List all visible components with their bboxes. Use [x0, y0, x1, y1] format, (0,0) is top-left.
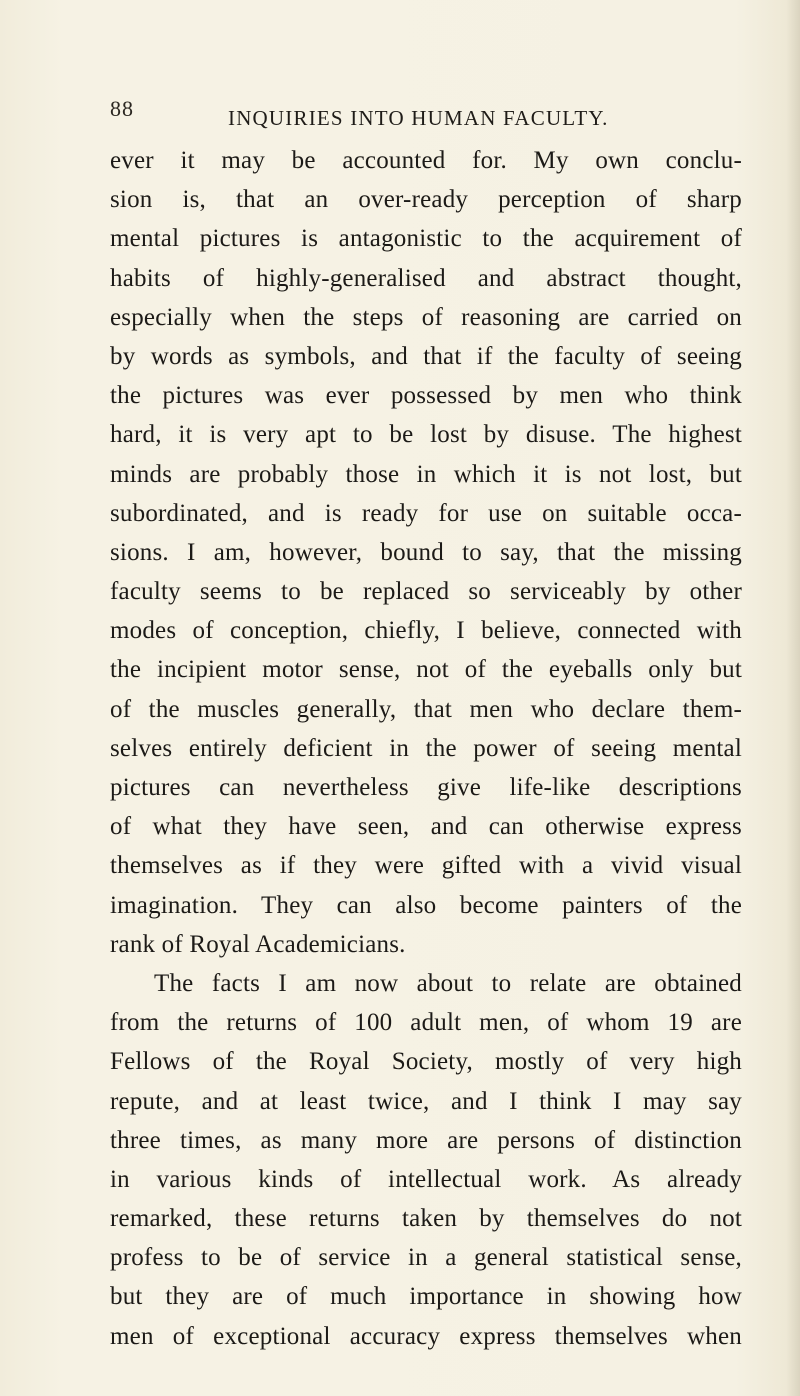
text-line: subordinated, and is ready for use on suitable occa- [110, 499, 742, 527]
text-line: themselves as if they were gifted with a vivid visual [110, 852, 742, 880]
text-line: imagination. They can also become painters of the [110, 891, 742, 919]
text-line: three times, as many more are persons of distinction [110, 1126, 742, 1154]
text-line: profess to be of service in a general statistical sense, [110, 1244, 742, 1272]
text-line: pictures can nevertheless give life-like descriptions [110, 774, 742, 801]
page-header [110, 96, 710, 132]
text-line: in various kinds of intellectual work. As already [110, 1165, 742, 1193]
text-line: the incipient motor sense, not of the eyeballs only but [110, 656, 742, 684]
text-line: by words as symbols, and that if the faculty of seeing [110, 342, 742, 370]
text-line: the pictures was ever possessed by men who think [110, 382, 742, 410]
text-line: mental pictures is antagonistic to the acquirement of [110, 225, 742, 253]
paragraph-first-line: The facts I am now about to relate are obtained [154, 969, 742, 997]
text-line: ever it may be accounted for. My own conclu- [110, 147, 742, 174]
text-line: repute, and at least twice, and I think I may say [110, 1087, 742, 1115]
text-line: hard, it is very apt to be lost by disuse. The highest [110, 421, 742, 449]
text-line: from the returns of 100 adult men, of whom 19 are [110, 1009, 742, 1037]
page-edge-shadow [786, 0, 800, 1396]
paragraph-last-line: rank of Royal Academicians. [110, 930, 406, 958]
text-line: men of exceptional accuracy express themselves when [110, 1322, 742, 1350]
text-line: habits of highly-generalised and abstract thought, [110, 264, 742, 292]
text-line: selves entirely deficient in the power of seeing mental [110, 734, 742, 762]
text-line: Fellows of the Royal Society, mostly of very high [110, 1048, 742, 1076]
text-line: of the muscles generally, that men who declare them- [110, 695, 742, 723]
text-line: remarked, these returns taken by themselves do not [110, 1205, 742, 1233]
text-line: of what they have seen, and can otherwise express [110, 813, 742, 841]
running-head: INQUIRIES INTO HUMAN FACULTY. [228, 106, 609, 130]
text-line: modes of conception, chiefly, I believe, connected with [110, 617, 742, 645]
text-line: faculty seems to be replaced so serviceably by other [110, 578, 742, 606]
body-text [110, 141, 742, 1356]
text-line: sions. I am, however, bound to say, that the missing [110, 538, 742, 566]
text-line: but they are of much importance in showing how [110, 1283, 742, 1311]
text-line: minds are probably those in which it is not lost, but [110, 460, 742, 488]
page-number: 88 [110, 96, 134, 121]
text-line: sion is, that an over-ready perception of sharp [110, 186, 742, 214]
text-line: especially when the steps of reasoning are carried on [110, 303, 742, 331]
